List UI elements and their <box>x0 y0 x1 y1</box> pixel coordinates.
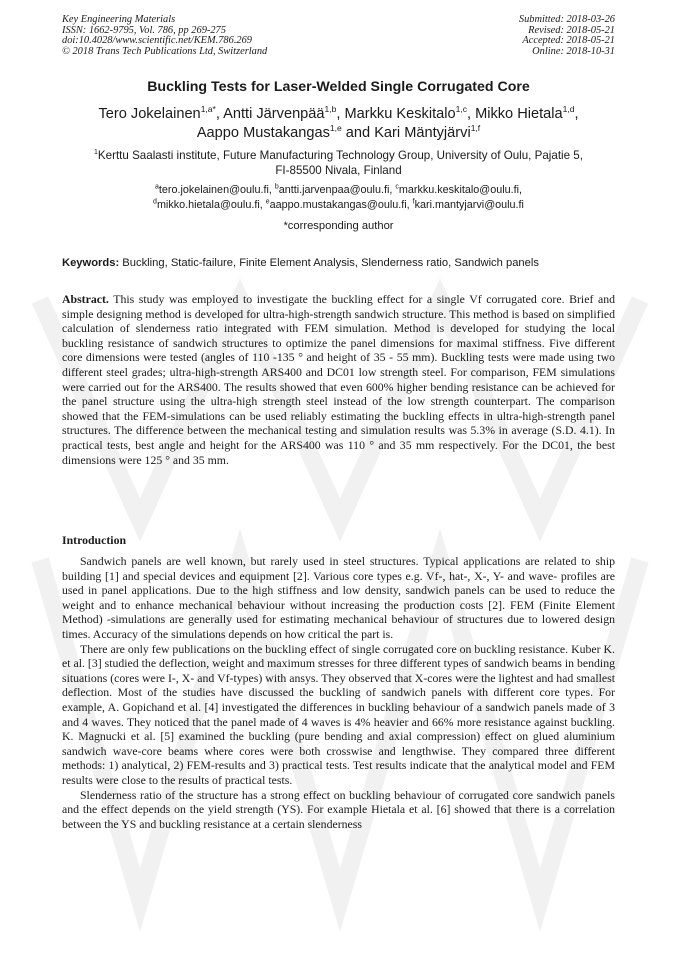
abstract-text: This study was employed to investigate the buckling effect for a single Vf corrugated core. Brief and simple designing method is developed for ultra-high-strength sandwich structure. This method is based on simplified calculation of slenderness ratio integrated with FEM simulation. Method is developed for studying the local buckling resistance of sandwich structures to optimize the panel dimensions for maximal stiffness. Five different core dimensions were tested (angles of 110 -135 ° and height of 35 - 55 mm). Buckling tests were made using two different steel grades; ultra-high-strength ARS400 and DC01 low strength steel. For comparison, FEM simulations were carried out for the ARS400. The results showed that even 600% higher bending resistance can be achieved for the panel structure using the ultra-high strength steel instead of the low strength counterpart. The comparison showed that the FEM-simulations can be used reliably estimating the buckling effects in ultra-high-strength panel structures. The difference between the mechanical testing and simulation results was 5.3% in average (S.D. 4.1). In practical tests, best angle and height for the ARS400 was 110 ° and 35 mm respectively. For the DC01, the best dimensions were 125 ° and 35 mm. <box>62 292 615 467</box>
running-header-left <box>62 15 267 57</box>
section-heading-introduction: Introduction <box>62 533 127 547</box>
paragraph: There are only few publications on the buckling effect of single corrugated core on buckling resistance. Kuber K. et al. [3] studied the deflection, weight and maximum stresses for three different types of sandwich beams in bending situations (cores were I-, X- and Vf-types) with ansys. They observed that X-cores were the lightest and had smallest deflection. Most of the studies have discussed the buckling of sandwich panels with different core types. For example, A. Gopichand et al. [4] investigated the differences in buckling behaviour of a sandwich panels made of 3 and 4 waves. They noticed that the panel made of 4 waves is 4% heavier and 66% more resistance against buckling. K. Magnucki et al. [5] examined the buckling (pure bending and axial compression) effect on glued aluminium sandwich wave-core beams where cores were both crosswise and lengthwise. They compared three different methods: 1) analytical, 2) FEM-results and 3) practical tests. Test results indicate that the analytical model and FEM results were close to the results of practical tests. <box>62 641 615 787</box>
email-link[interactable]: $^d$mikko.hietala@oulu.fi, <box>153 198 266 211</box>
author: Aappo Mustakangas$^{1,e}$ and <box>196 123 375 141</box>
revised-date: Revised: 2018-05-21 <box>528 24 615 36</box>
keywords-text: Buckling, Static-failure, Finite Element Analysis, Slenderness ratio, Sandwich panels <box>119 257 539 269</box>
journal-name: Key Engineering Materials <box>62 14 176 25</box>
paragraph: Slenderness ratio of the structure has a strong effect on buckling behaviour of corrugated core sandwich panels and the effect depends on the yield strength (YS). For example Hietala et al. [6] showed that there is a correlation between the YS and buckling resistance at a certain slenderness <box>62 787 615 831</box>
author: Markku Keskitalo$^{1,c}$, <box>344 104 476 122</box>
running-header-right <box>519 15 615 57</box>
keywords-line <box>62 257 622 269</box>
online-date: Online: 2018-10-31 <box>532 45 615 57</box>
abstract <box>62 292 615 467</box>
author-list <box>62 105 615 143</box>
author: Kari Mäntyjärvi$^{1,f}$ <box>374 123 481 141</box>
keywords-label: Keywords: <box>62 257 120 269</box>
affiliation: $^1$Kerttu Saalasti institute, Future Manufacturing Technology Group, University of Oulu, Pajatie 5, FI-85500 Nivala, Finland <box>94 149 583 177</box>
author-emails <box>62 183 615 213</box>
submitted-date: Submitted: 2018-03-26 <box>518 14 615 25</box>
paper-title: Buckling Tests for Laser-Welded Single Corrugated Core <box>147 79 530 95</box>
email-link[interactable]: $^e$aappo.mustakangas@oulu.fi, <box>265 198 413 211</box>
author: Antti Järvenpää$^{1,b}$, <box>223 104 345 122</box>
abstract-label: Abstract. <box>62 292 109 306</box>
copyright-line: © 2018 Trans Tech Publications Ltd, Switzerland <box>62 45 268 57</box>
email-link[interactable]: $^a$tero.jokelainen@oulu.fi, <box>154 183 275 196</box>
email-link[interactable]: $^c$markku.keskitalo@oulu.fi, <box>395 183 523 196</box>
accepted-date: Accepted: 2018-05-21 <box>522 35 615 47</box>
author: Mikko Hietala$^{1,d}$, <box>475 104 579 122</box>
email-link[interactable]: $^f$kari.mantyjarvi@oulu.fi <box>412 198 524 211</box>
author: Tero Jokelainen$^{1,a*}$, <box>98 104 224 122</box>
introduction-body <box>62 554 615 831</box>
paragraph: Sandwich panels are well known, but rarely used in steel structures. Typical applications are related to ship building [1] and special devices and equipment [2]. Various core types e.g. Vf-, hat-, X-, Y- and wave- profiles are used in panel applications. Due to the high stiffness and low density, sandwich panels can be used to reduce the weight and to enhance mechanical behaviour without increasing the production costs [2]. FEM (Finite Element Method) -simulations are generally used for estimating mechanical behaviour of structures due to lowered design times. Accuracy of the simulations depends on how critical the part is. <box>62 554 615 641</box>
email-link[interactable]: $^b$antti.jarvenpaa@oulu.fi, <box>274 183 396 196</box>
issn-line: ISSN: 1662-9795, Vol. 786, pp 269-275 <box>62 24 226 36</box>
corresponding-author-note: *corresponding author <box>283 220 394 232</box>
doi-line: doi:10.4028/www.scientific.net/KEM.786.269 <box>62 35 252 47</box>
